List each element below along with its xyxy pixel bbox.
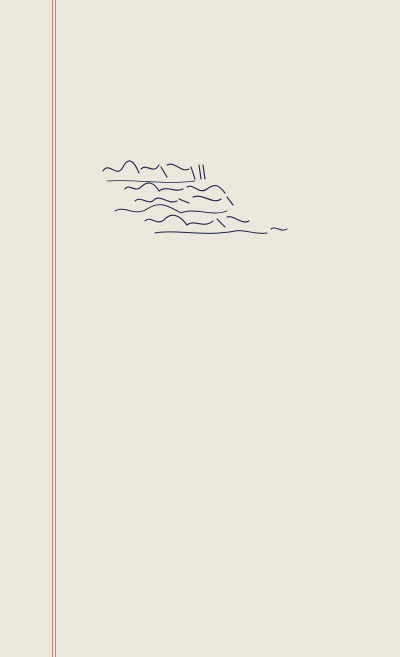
handwritten-signatures <box>95 159 295 249</box>
margin-line-left-inner <box>55 0 56 657</box>
margin-line-left <box>52 0 53 657</box>
